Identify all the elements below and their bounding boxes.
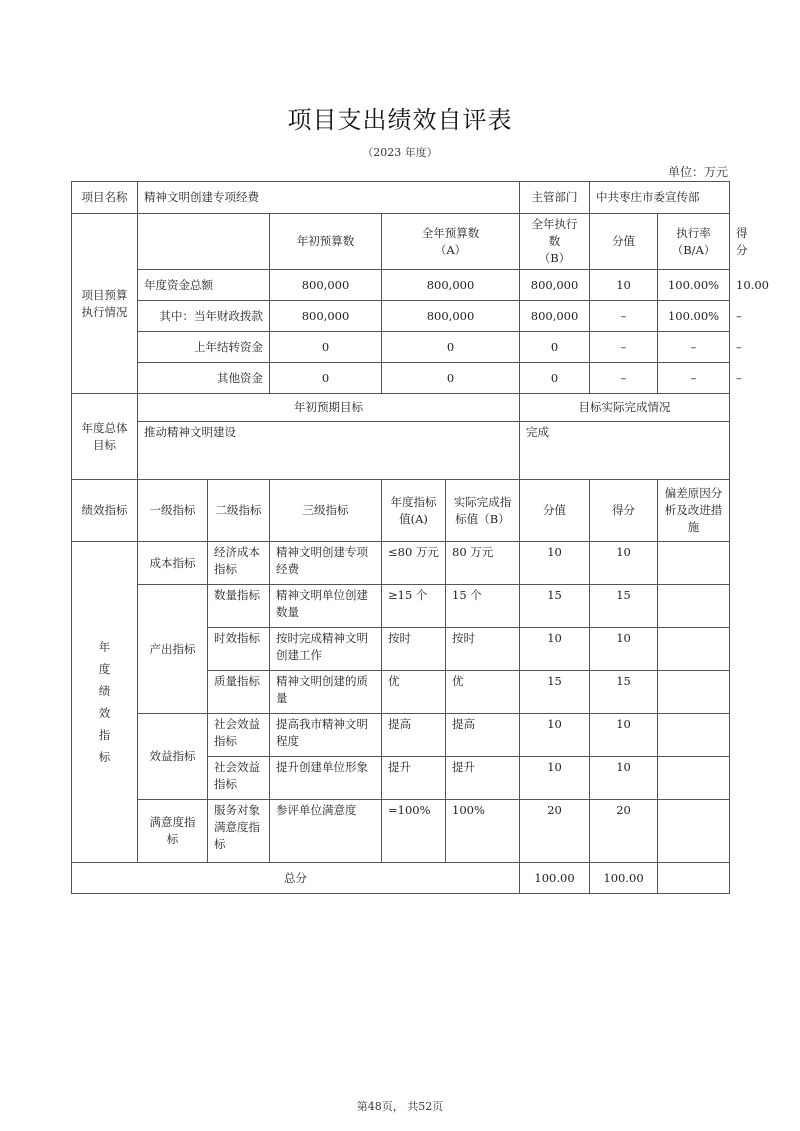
budget-exec: 800,000 xyxy=(520,301,590,332)
actual-cell: 优 xyxy=(446,671,520,714)
actual-cell: 100% xyxy=(446,800,520,863)
budget-rate: 100.00% xyxy=(658,270,730,301)
level3-cell: 提升创建单位形象 xyxy=(270,757,382,800)
budget-row: 上年结转资金 0 0 0 – – – xyxy=(72,332,730,363)
actual-cell: 提高 xyxy=(446,714,520,757)
target-cell: ≥15 个 xyxy=(382,585,446,628)
perf-row xyxy=(72,800,730,863)
budget-header-row: 项目预算执行情况 年初预算数 全年预算数 （A） 全年执行数 （B） 分值 执行率 （B/A） 得分 xyxy=(72,214,730,270)
goals-section-label: 年度总体目标 xyxy=(72,394,138,480)
level3-cell: 精神文明创建专项经费 xyxy=(270,542,382,585)
value-cell: 10 xyxy=(520,757,590,800)
page-number: 第48页， 共52页 xyxy=(356,1100,444,1113)
budget-row: 年度资金总额 800,000 800,000 800,000 10 100.00% 10.00 xyxy=(72,270,730,301)
perf-row xyxy=(72,714,730,757)
total-label: 总分 xyxy=(72,863,520,894)
level3-cell: 提高我市精神文明程度 xyxy=(270,714,382,757)
budget-value: – xyxy=(590,301,658,332)
budget-rate: – xyxy=(658,363,730,394)
header-target: 年度指标值(A) xyxy=(382,480,446,542)
level3-cell: 精神文明创建的质量 xyxy=(270,671,382,714)
value-cell: 10 xyxy=(520,714,590,757)
deviation-cell xyxy=(658,714,730,757)
budget-annual: 800,000 xyxy=(382,270,520,301)
budget-row: 其他资金 0 0 0 – – – xyxy=(72,363,730,394)
budget-header-blank xyxy=(138,214,270,270)
total-row xyxy=(72,863,730,894)
level3-cell: 参评单位满意度 xyxy=(270,800,382,863)
target-cell: =100% xyxy=(382,800,446,863)
header-annual-budget-line1: 全年预算数 xyxy=(421,225,480,240)
actual-cell: 提升 xyxy=(446,757,520,800)
budget-exec: 800,000 xyxy=(520,270,590,301)
goals-expected-label: 年初预期目标 xyxy=(138,394,520,422)
budget-initial: 0 xyxy=(270,332,382,363)
budget-annual: 0 xyxy=(382,332,520,363)
total-deviation xyxy=(658,863,730,894)
total-score: 100.00 xyxy=(590,863,658,894)
budget-exec: 0 xyxy=(520,332,590,363)
perf-section-label: 绩效指标 xyxy=(72,480,138,542)
level2-cell: 数量指标 xyxy=(208,585,270,628)
budget-row-label: 上年结转资金 xyxy=(138,332,270,363)
level2-cell: 社会效益指标 xyxy=(208,714,270,757)
project-row xyxy=(72,182,730,214)
value-cell: 10 xyxy=(520,628,590,671)
budget-section-label: 项目预算执行情况 xyxy=(72,214,138,394)
target-cell: 按时 xyxy=(382,628,446,671)
score-cell: 10 xyxy=(590,757,658,800)
header-annual-exec xyxy=(520,214,590,270)
header-level3: 三级指标 xyxy=(270,480,382,542)
header-score-value: 分值 xyxy=(590,214,658,270)
header-actual: 实际完成指标值（B） xyxy=(446,480,520,542)
project-name: 精神文明创建专项经费 xyxy=(138,182,520,214)
budget-row-label: 其他资金 xyxy=(138,363,270,394)
budget-row-label: 其中：当年财政拨款 xyxy=(138,301,270,332)
header-exec-rate-line2: （B/A） xyxy=(671,242,716,257)
score-cell: 15 xyxy=(590,585,658,628)
deviation-cell xyxy=(658,671,730,714)
budget-exec: 0 xyxy=(520,363,590,394)
value-cell: 15 xyxy=(520,585,590,628)
level1-satisfaction: 满意度指标 xyxy=(138,800,208,863)
project-name-label: 项目名称 xyxy=(72,182,138,214)
target-cell: 提升 xyxy=(382,757,446,800)
perf-header-row xyxy=(72,480,730,542)
budget-rate: 100.00% xyxy=(658,301,730,332)
deviation-cell xyxy=(658,542,730,585)
score-cell: 10 xyxy=(590,628,658,671)
deviation-cell xyxy=(658,628,730,671)
budget-rate: – xyxy=(658,332,730,363)
header-exec-rate xyxy=(658,214,730,270)
header-initial-budget: 年初预算数 xyxy=(270,214,382,270)
header-level2: 二级指标 xyxy=(208,480,270,542)
target-cell: 优 xyxy=(382,671,446,714)
level2-cell: 经济成本指标 xyxy=(208,542,270,585)
level3-cell: 精神文明单位创建数量 xyxy=(270,585,382,628)
currency-unit: 单位：万元 xyxy=(667,165,728,179)
department-name: 中共枣庄市委宣传部 xyxy=(590,182,730,214)
level1-cost: 成本指标 xyxy=(138,542,208,585)
budget-value: 10 xyxy=(590,270,658,301)
budget-initial: 800,000 xyxy=(270,270,382,301)
goals-expected-text: 推动精神文明建设 xyxy=(138,422,520,480)
header-level1: 一级指标 xyxy=(138,480,208,542)
level3-cell: 按时完成精神文明创建工作 xyxy=(270,628,382,671)
level1-benefit: 效益指标 xyxy=(138,714,208,800)
header-exec-rate-line1: 执行率 xyxy=(676,225,711,240)
target-cell: ≤80 万元 xyxy=(382,542,446,585)
value-cell: 20 xyxy=(520,800,590,863)
budget-annual: 0 xyxy=(382,363,520,394)
budget-value: – xyxy=(590,363,658,394)
header-annual-exec-line2: （B） xyxy=(538,251,571,265)
perf-row xyxy=(72,542,730,585)
budget-row-label: 年度资金总额 xyxy=(138,270,270,301)
goals-actual-label: 目标实际完成情况 xyxy=(520,394,730,422)
deviation-cell xyxy=(658,800,730,863)
goals-header-row xyxy=(72,394,730,422)
budget-value: – xyxy=(590,332,658,363)
budget-annual: 800,000 xyxy=(382,301,520,332)
budget-initial: 0 xyxy=(270,363,382,394)
header-annual-exec-line1: 全年执行数 xyxy=(531,217,578,248)
page-title: 项目支出绩效自评表 xyxy=(287,106,513,134)
header-annual-budget xyxy=(382,214,520,270)
deviation-cell xyxy=(658,757,730,800)
score-cell: 10 xyxy=(590,542,658,585)
department-label: 主管部门 xyxy=(520,182,590,214)
score-cell: 10 xyxy=(590,714,658,757)
actual-cell: 按时 xyxy=(446,628,520,671)
level2-cell: 质量指标 xyxy=(208,671,270,714)
header-deviation: 偏差原因分析及改进措施 xyxy=(658,480,730,542)
perf-vertical-label: 年 度 绩 效 指 标 xyxy=(72,542,138,863)
score-cell: 15 xyxy=(590,671,658,714)
goals-content-row xyxy=(72,422,730,480)
level2-cell: 社会效益指标 xyxy=(208,757,270,800)
goals-actual-text: 完成 xyxy=(520,422,730,480)
total-value: 100.00 xyxy=(520,863,590,894)
level2-cell: 时效指标 xyxy=(208,628,270,671)
value-cell: 10 xyxy=(520,542,590,585)
value-cell: 15 xyxy=(520,671,590,714)
actual-cell: 15 个 xyxy=(446,585,520,628)
header-value: 分值 xyxy=(520,480,590,542)
level1-output: 产出指标 xyxy=(138,585,208,714)
report-year: （2023 年度） xyxy=(362,146,438,159)
header-score: 得分 xyxy=(590,480,658,542)
actual-cell: 80 万元 xyxy=(446,542,520,585)
budget-initial: 800,000 xyxy=(270,301,382,332)
level2-cell: 服务对象满意度指标 xyxy=(208,800,270,863)
perf-row xyxy=(72,585,730,628)
budget-row: 其中：当年财政拨款 800,000 800,000 800,000 – 100.00% – xyxy=(72,301,730,332)
deviation-cell xyxy=(658,585,730,628)
evaluation-table xyxy=(71,181,769,894)
score-cell: 20 xyxy=(590,800,658,863)
target-cell: 提高 xyxy=(382,714,446,757)
header-annual-budget-line2: （A） xyxy=(434,242,467,257)
